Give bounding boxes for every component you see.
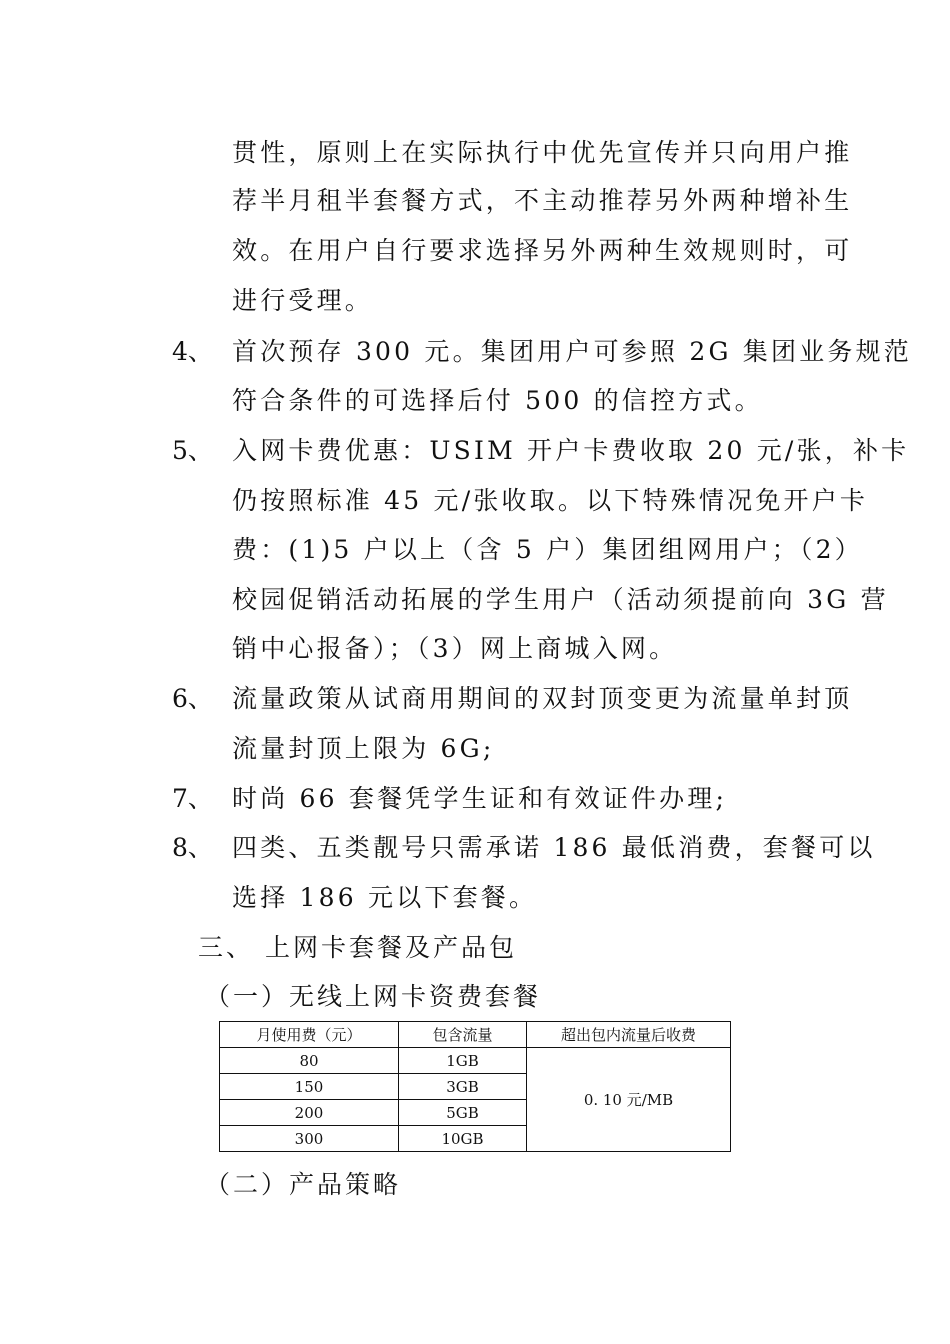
text-line: 费：(1)5 户以上（含 5 户）集团组网用户；（2）: [232, 535, 863, 564]
cell-data: 1GB: [399, 1048, 527, 1074]
item-number: 5、: [172, 436, 213, 465]
cell-overage: 0. 10 元/MB: [527, 1048, 731, 1152]
cell-data: 5GB: [399, 1100, 527, 1126]
text-line: 入网卡费优惠：USIM 开户卡费收取 20 元/张，补卡: [232, 436, 910, 465]
text-line: 荐半月租半套餐方式，不主动推荐另外两种增补生: [232, 186, 853, 215]
text-line: 效。在用户自行要求选择另外两种生效规则时，可: [232, 236, 853, 265]
item-number: 6、: [172, 684, 213, 713]
table-header-row: [220, 1022, 731, 1048]
header-overage-fee: 超出包内流量后收费: [527, 1022, 731, 1048]
cell-data: 3GB: [399, 1074, 527, 1100]
subsection-1-title: （一）无线上网卡资费套餐: [205, 982, 542, 1011]
text-line: 校园促销活动拓展的学生用户（活动须提前向 3G 营: [232, 585, 889, 614]
cell-fee: 80: [220, 1048, 399, 1074]
item-number: 8、: [172, 833, 213, 862]
text-line: 时尚 66 套餐凭学生证和有效证件办理;: [232, 784, 728, 813]
header-monthly-fee: 月使用费（元）: [220, 1022, 399, 1048]
text-line: 贯性，原则上在实际执行中优先宣传并只向用户推: [232, 138, 853, 167]
text-line: 仍按照标准 45 元/张收取。以下特殊情况免开户卡: [232, 486, 869, 515]
table-row: [220, 1048, 731, 1074]
header-included-data: 包含流量: [399, 1022, 527, 1048]
text-line: 流量政策从试商用期间的双封顶变更为流量单封顶: [232, 684, 853, 713]
subsection-2-title: （二）产品策略: [205, 1170, 402, 1199]
fee-table: [219, 1021, 731, 1152]
cell-fee: 200: [220, 1100, 399, 1126]
item-number: 4、: [172, 337, 213, 366]
cell-data: 10GB: [399, 1126, 527, 1152]
text-line: 流量封顶上限为 6G;: [232, 734, 495, 763]
text-line: 销中心报备）；（3）网上商城入网。: [232, 634, 678, 663]
cell-fee: 150: [220, 1074, 399, 1100]
text-line: 首次预存 300 元。集团用户可参照 2G 集团业务规范: [232, 337, 912, 366]
cell-fee: 300: [220, 1126, 399, 1152]
text-line: 进行受理。: [232, 286, 374, 315]
text-line: 符合条件的可选择后付 500 的信控方式。: [232, 386, 763, 415]
section-3-title: 三、 上网卡套餐及产品包: [198, 933, 517, 962]
text-line: 选择 186 元以下套餐。: [232, 883, 538, 912]
item-number: 7、: [172, 784, 213, 813]
text-line: 四类、五类靓号只需承诺 186 最低消费，套餐可以: [232, 833, 876, 862]
